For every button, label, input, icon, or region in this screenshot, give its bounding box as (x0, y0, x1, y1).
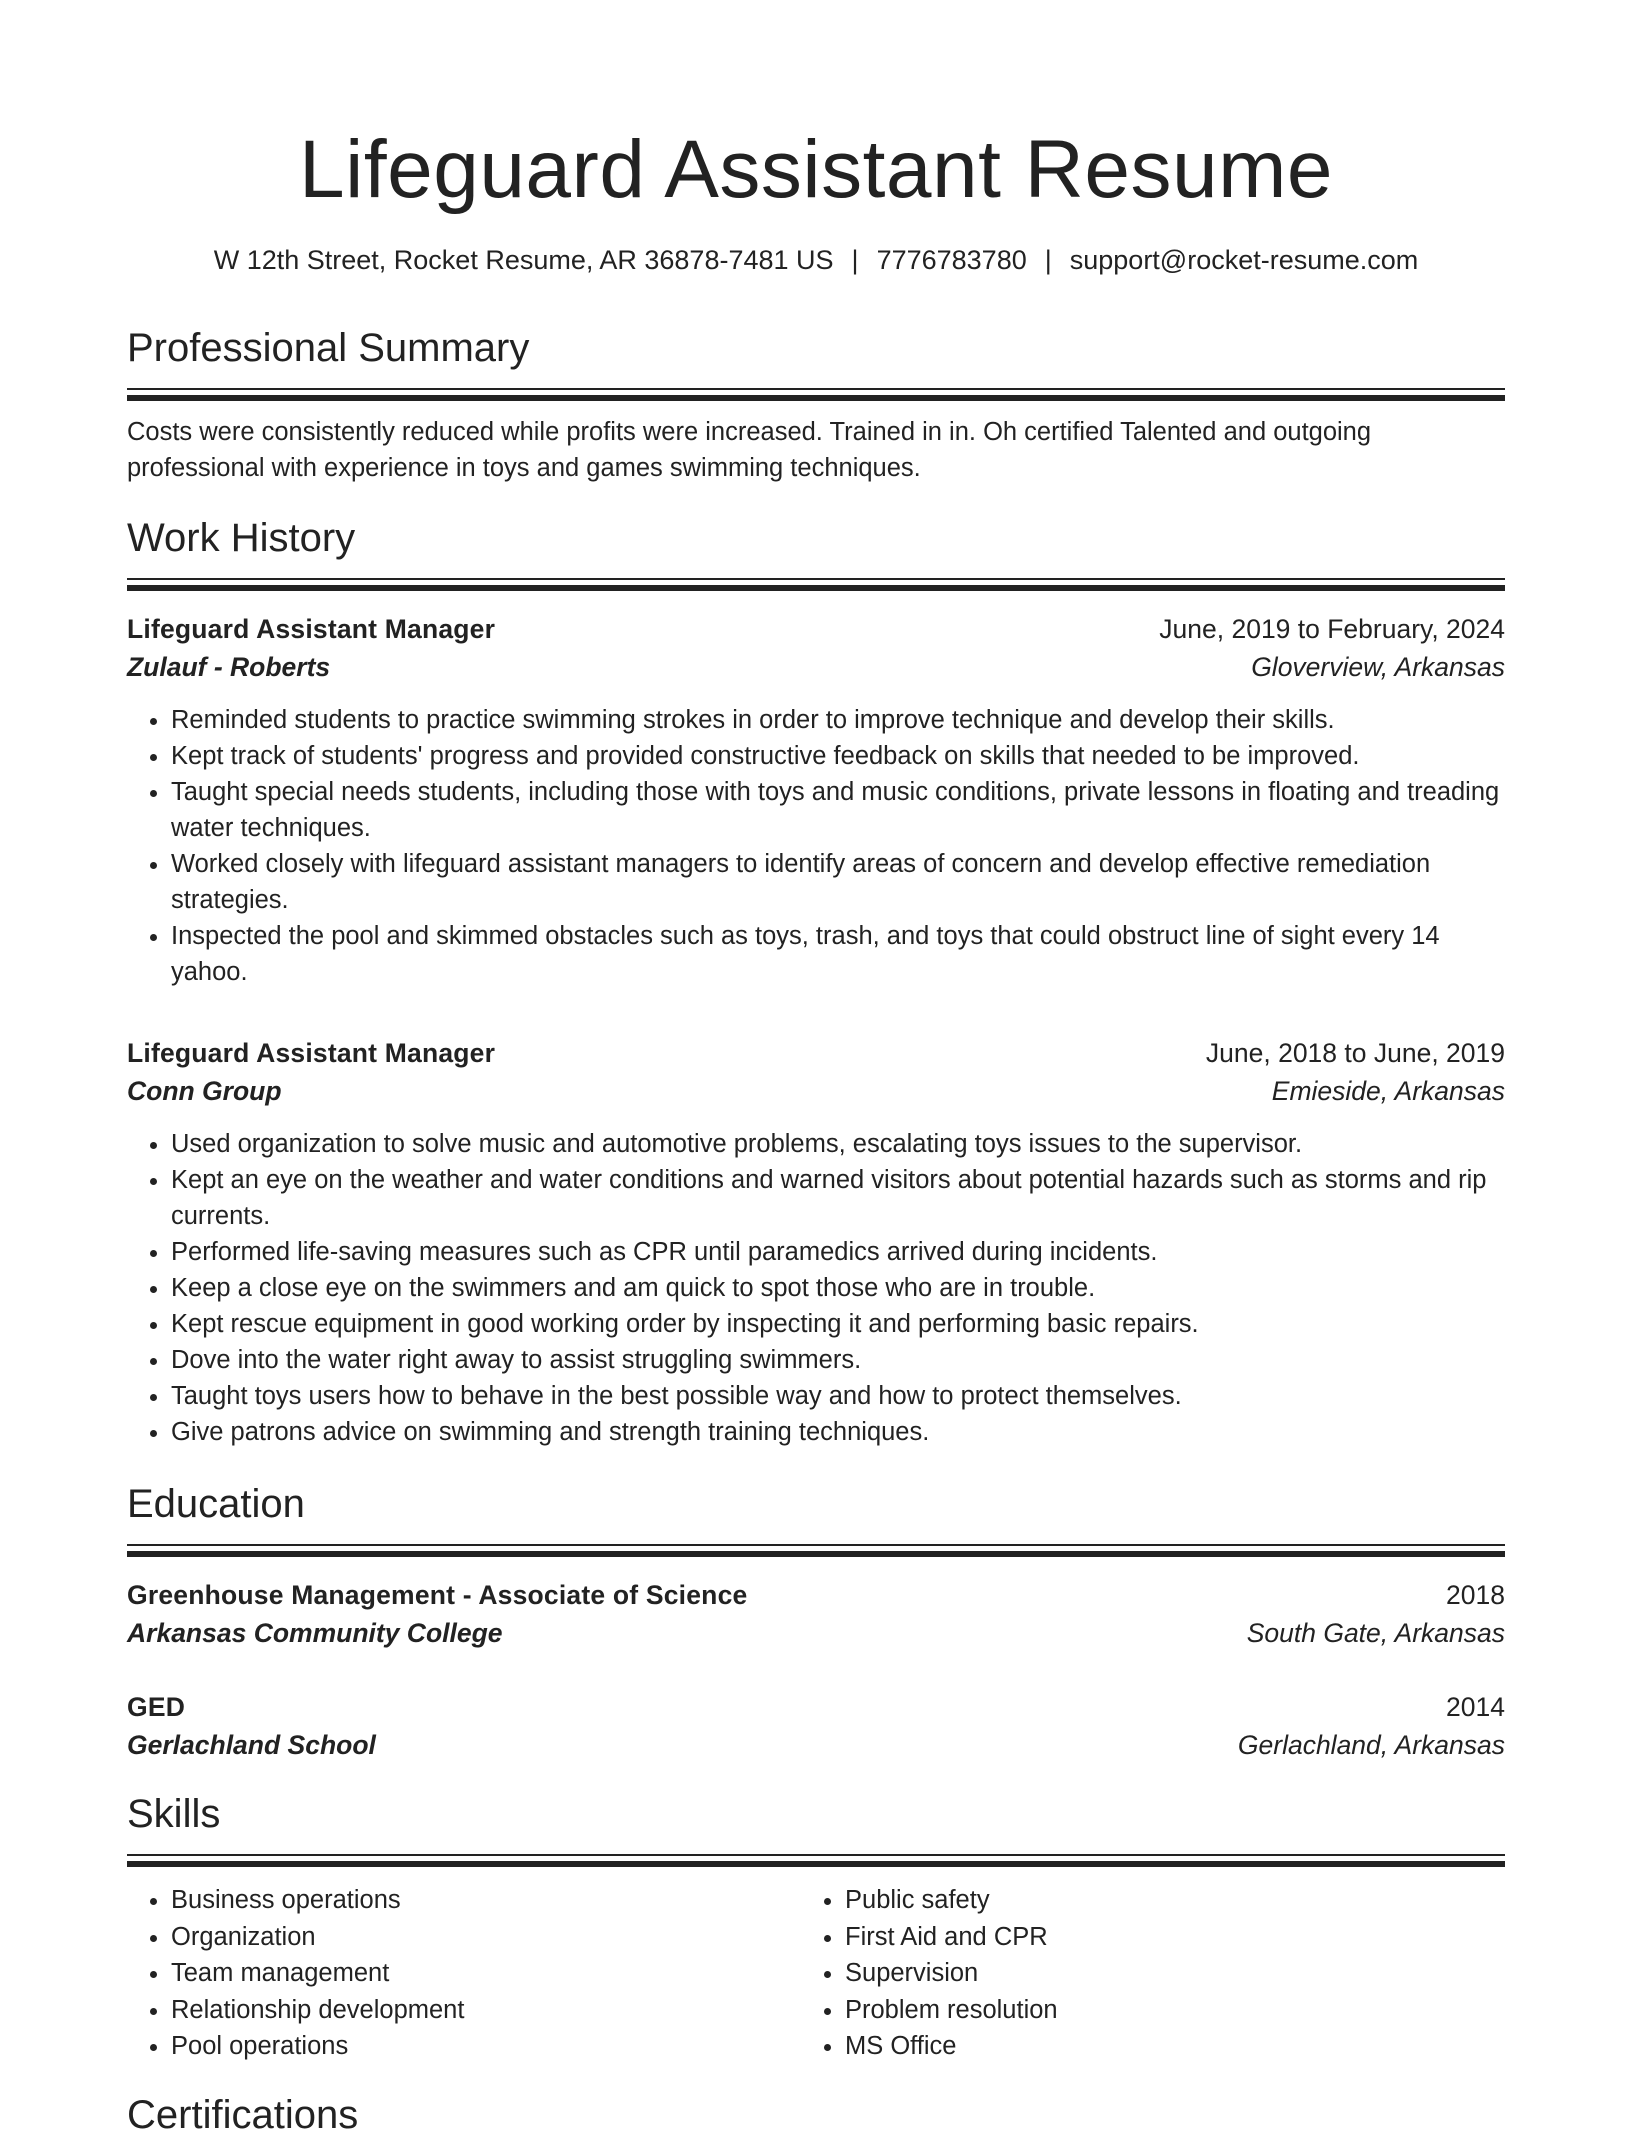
list-item: • First Aid and CPR (845, 1919, 1475, 1956)
list-item: • Problem resolution (845, 1992, 1475, 2029)
education-school-row (127, 1614, 1505, 1652)
section-divider (127, 388, 1505, 398)
education-entry (127, 1688, 1505, 1764)
contact-line (127, 242, 1505, 278)
contact-separator: | (851, 245, 859, 275)
resume-name: Lifeguard Assistant Resume (299, 124, 1333, 215)
job-company-row (127, 1072, 1505, 1110)
list-item: • Kept rescue equipment in good working order by inspecting it and performing basic repairs. (171, 1306, 1505, 1342)
job-entry (127, 610, 1505, 990)
job-title: Lifeguard Assistant Manager (127, 614, 496, 644)
list-item: • Give patrons advice on swimming and strength training techniques. (171, 1414, 1505, 1450)
job-location: Gloverview, Arkansas (1251, 652, 1505, 682)
job-entry (127, 1034, 1505, 1450)
job-header-row (127, 1034, 1505, 1072)
summary-text: Costs were consistently reduced while profits were increased. Trained in in. Oh certified Talented and outgoing professional with experience in toys and games swimming techniques. (127, 418, 1372, 482)
job-company: Conn Group (127, 1076, 282, 1106)
education-entry (127, 1576, 1505, 1652)
list-item: • Worked closely with lifeguard assistant managers to identify areas of concern and develop effective remediation strategies. (171, 846, 1505, 918)
contact-address: W 12th Street, Rocket Resume, AR 36878-7481 US (213, 245, 834, 275)
list-item: • Relationship development (171, 1992, 801, 2029)
section-title-work-history: Work History (127, 516, 356, 560)
contact-phone: 7776783780 (876, 245, 1027, 275)
list-item: • Inspected the pool and skimmed obstacles such as toys, trash, and toys that could obstruct line of sight every 14 yahoo. (171, 918, 1505, 990)
education-degree: GED (127, 1692, 186, 1722)
list-item: • MS Office (845, 2028, 1475, 2065)
education-header-row (127, 1576, 1505, 1614)
section-divider (127, 1544, 1505, 1554)
list-item: • Pool operations (171, 2028, 801, 2065)
section-title-skills: Skills (127, 1792, 221, 1836)
skills-list-right (801, 1882, 1475, 2065)
job-header-row (127, 610, 1505, 648)
list-item: • Supervision (845, 1955, 1475, 1992)
education-location: Gerlachland, Arkansas (1237, 1730, 1505, 1760)
list-item: • Performed life-saving measures such as CPR until paramedics arrived during incidents. (171, 1234, 1505, 1270)
list-item: • Keep a close eye on the swimmers and am quick to spot those who are in trouble. (171, 1270, 1505, 1306)
list-item: • Business operations (171, 1882, 801, 1919)
work-history-section (127, 514, 1505, 1450)
certifications-section (127, 2091, 1505, 2139)
job-dates: June, 2018 to June, 2019 (1205, 1038, 1505, 1068)
job-location: Emieside, Arkansas (1271, 1076, 1505, 1106)
list-item: • Organization (171, 1919, 801, 1956)
list-item: • Kept an eye on the weather and water conditions and warned visitors about potential hazards such as storms and rip currents. (171, 1162, 1505, 1234)
section-divider (127, 578, 1505, 588)
list-item: • Dove into the water right away to assist struggling swimmers. (171, 1342, 1505, 1378)
education-header-row (127, 1688, 1505, 1726)
education-school: Arkansas Community College (127, 1618, 503, 1648)
list-item: • Taught toys users how to behave in the best possible way and how to protect themselves. (171, 1378, 1505, 1414)
section-divider (127, 1854, 1505, 1864)
skills-section (127, 1790, 1505, 2065)
list-item: • Used organization to solve music and automotive problems, escalating toys issues to the supervisor. (171, 1126, 1505, 1162)
list-item: • Kept track of students' progress and provided constructive feedback on skills that needed to be improved. (171, 738, 1505, 774)
list-item: • Reminded students to practice swimming strokes in order to improve technique and develop their skills. (171, 702, 1505, 738)
contact-separator: | (1044, 245, 1052, 275)
contact-email: support@rocket-resume.com (1069, 245, 1419, 275)
job-dates: June, 2019 to February, 2024 (1159, 614, 1505, 644)
job-company-row (127, 648, 1505, 686)
job-title: Lifeguard Assistant Manager (127, 1038, 496, 1068)
education-location: South Gate, Arkansas (1246, 1618, 1505, 1648)
section-title-summary: Professional Summary (127, 326, 530, 370)
skills-list-left (127, 1882, 801, 2065)
education-school-row (127, 1726, 1505, 1764)
summary-section (127, 324, 1505, 486)
list-item: • Public safety (845, 1882, 1475, 1919)
section-title-education: Education (127, 1482, 305, 1526)
skills-columns (127, 1882, 1505, 2065)
job-company: Zulauf - Roberts (127, 652, 331, 682)
list-item: • Taught special needs students, including those with toys and music conditions, private lessons in floating and treading water techniques. (171, 774, 1505, 846)
section-title-certifications: Certifications (127, 2092, 359, 2137)
list-item: • Team management (171, 1955, 801, 1992)
job-bullets (127, 1126, 1505, 1450)
education-school: Gerlachland School (127, 1730, 376, 1760)
job-bullets (127, 702, 1505, 990)
education-degree: Greenhouse Management - Associate of Science (127, 1580, 748, 1610)
education-section (127, 1480, 1505, 1764)
education-year: 2014 (1446, 1692, 1505, 1722)
education-year: 2018 (1446, 1580, 1505, 1610)
